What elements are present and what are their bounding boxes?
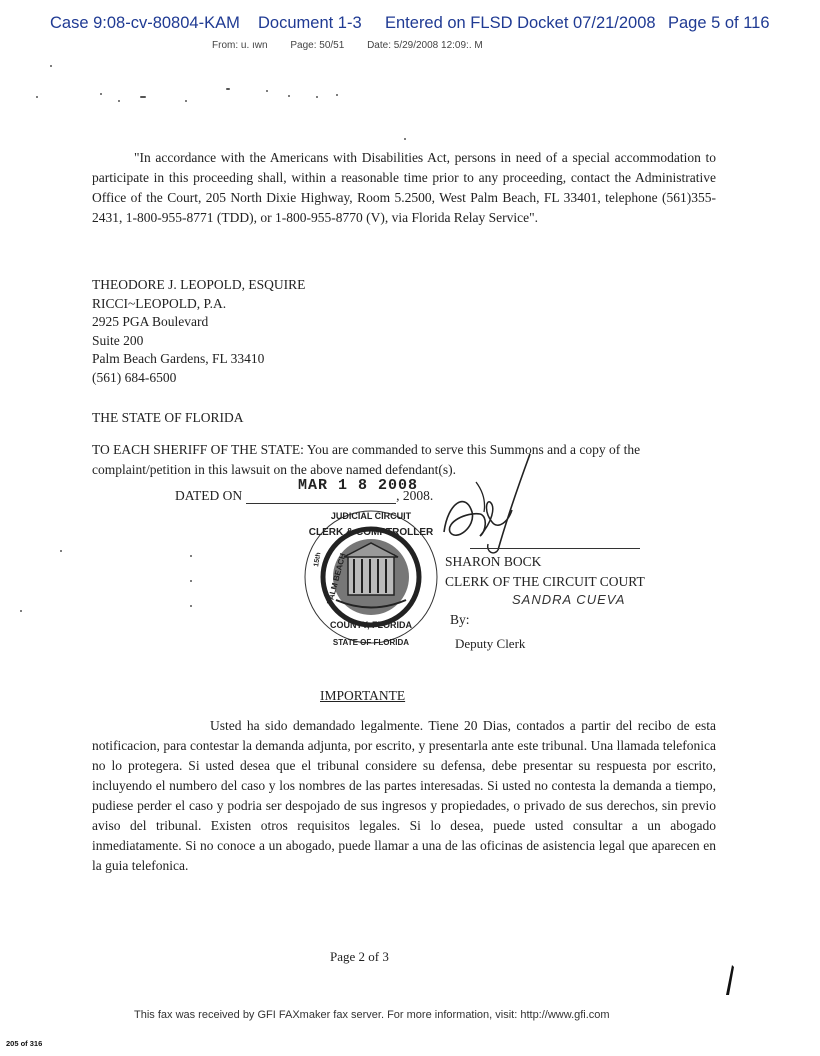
scan-mark <box>722 963 736 1002</box>
signature-line <box>470 548 640 549</box>
deputy-name-stamp: SANDRA CUEVA <box>512 592 626 607</box>
seal-text-top: JUDICIAL CIRCUIT <box>330 511 412 521</box>
clerk-name: SHARON BOCK <box>445 554 542 569</box>
attorney-phone: (561) 684-6500 <box>92 369 177 385</box>
importante-heading: IMPORTANTE <box>320 688 406 703</box>
seal-text-left2: PALM BEACH <box>325 552 348 606</box>
fax-footer: This fax was received by GFI FAXmaker fax server. For more information, visit: http://www.gfi.com <box>134 1009 610 1021</box>
ada-notice-text: "In accordance with the Americans with Disabilities Act, persons in need of a special accommodation to participate in this proceeding shall, within a reasonable time prior to any proceeding, contact the Administrative Office of the Court, 205 North Dixie Highway, Room 5.2500, West Palm Beach, FL 33401, telephone (561)355-2431, 1-800-955-8771 (TDD), or 1-800-955-8770 (V), via Florida Relay Service". <box>92 150 716 225</box>
ada-notice <box>92 148 716 228</box>
dated-label: DATED ON <box>175 488 243 503</box>
deputy-clerk-title: Deputy Clerk <box>455 636 526 651</box>
case-number: Case 9:08-cv-80804-KAM <box>50 14 240 32</box>
attorney-name: THEODORE J. LEOPOLD, ESQUIRE <box>92 277 306 292</box>
seal-text-bottom: COUNTY, FLORIDA <box>330 620 412 630</box>
clerk-title: CLERK OF THE CIRCUIT COURT <box>445 574 645 589</box>
attorney-city: Palm Beach Gardens, FL 33410 <box>92 351 265 366</box>
fax-date: Date: 5/29/2008 12:09:. M <box>367 40 483 51</box>
entered-date: Entered on FLSD Docket 07/21/2008 <box>385 14 656 32</box>
seal-text-outer-bottom: STATE OF FLORIDA <box>332 638 410 647</box>
by-label: By: <box>450 612 470 627</box>
page-count: Page 5 of 116 <box>668 14 770 32</box>
attorney-firm: RICCI~LEOPOLD, P.A. <box>92 295 227 311</box>
dated-year-suffix: , 2008. <box>396 488 434 503</box>
seal-text-band: CLERK & COMPTROLLER <box>308 527 434 538</box>
clerk-block <box>445 552 645 592</box>
fax-header-line <box>212 40 503 51</box>
attorney-block <box>92 276 305 387</box>
date-stamp: MAR 1 8 2008 <box>298 477 419 494</box>
page-number: Page 2 of 3 <box>330 949 389 964</box>
seal-text-left: 15th <box>313 551 323 568</box>
sheriff-command: TO EACH SHERIFF OF THE STATE: You are commanded to serve this Summons and a copy of the complaint/petition in this lawsuit on the above named defendant(s). <box>92 442 641 477</box>
fax-from: From: u. ıwn <box>212 40 268 51</box>
court-seal <box>296 505 446 655</box>
attorney-street: 2925 PGA Boulevard <box>92 314 209 329</box>
fax-page: Page: 50/51 <box>290 40 345 51</box>
document-number: Document 1-3 <box>258 14 362 32</box>
spanish-notice-text: Usted ha sido demandado legalmente. Tiene 20 Dias, contados a partir del recibo de esta notificacion, para contestar la demanda adjunta, por escrito, y presentarla ante este tribunal. Una llamada telefonica no lo protegera. Si usted desea que el tribunal considere su defensa, debe presentar su respuesta por escrito, incluyendo el numbero del caso y los nombres de las partes interesadas. Si usted no contesta la demanda a tiempo, pudiese perder el caso y podria ser despojado de sus ingresos y propiedades, o privado de sus derechos, sin previo aviso del tribunal. Existen otros requisitos legales. Si lo desea, puede usted consultar a un abogado inmediatamente. Si no conoce a un abogado, puede llamar a una de las oficinas de asistencia legal que aparecen en la guia telefonica. <box>92 718 716 873</box>
clerk-signature <box>436 452 546 567</box>
page-counter: 205 of 316 <box>6 1039 43 1048</box>
state-heading: THE STATE OF FLORIDA <box>92 410 244 425</box>
attorney-suite: Suite 200 <box>92 332 144 348</box>
spanish-notice <box>92 716 716 876</box>
